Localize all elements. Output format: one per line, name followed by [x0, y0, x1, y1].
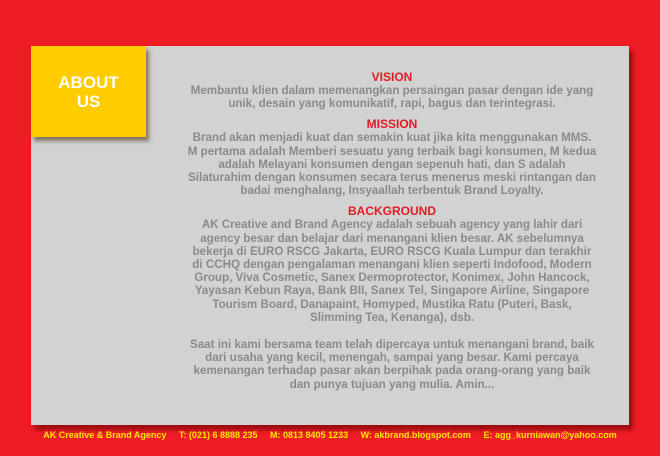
footer-website[interactable]: W: akbrand.blogspot.com [360, 430, 471, 440]
mission-heading: MISSION [366, 117, 418, 132]
background-text: AK Creative and Brand Agency adalah sebuah agency yang lahir dari agency besar dan belajar dari menangani klien besar. AK sebelumnya bekerja di EURO RSCG Jakarta, EURO RSCG Kuala Lumpur dan terakhir di CCHQ dengan pengalaman menangani klien seperti Indofood, Modern Group, Viva Cosmetic, Sanex Dermoprotector, Konimex, John Hancock, Yayasan Kebun Raya, Bank BII, Sanex Tel, Singapore Airline, Singapore Tourism Board, Danapaint, Homyped, Mustika Ratu (Puteri, Bask, Slimming Tea, Kenanga), dsb. [192, 218, 592, 324]
about-us-title: ABOUT US [58, 72, 119, 111]
footer-phone: T: (021) 6 8888 235 [178, 430, 258, 440]
closing-text: Saat ini kami bersama team telah dipercaya untuk menangani brand, baik dari usaha yang kecil, menengah, sampai yang besar. Kami percaya kemenangan terhadap pasar akan berpihak pada orang-orang yang baik dan punya tujuan yang mulia. Amin... [190, 338, 594, 391]
background-heading: BACKGROUND [348, 204, 436, 219]
about-us-badge [31, 46, 146, 137]
contact-footer [0, 430, 660, 441]
footer-company: AK Creative & Brand Agency [43, 430, 167, 440]
footer-email[interactable]: E: agg_kurniawan@yahoo.com [483, 430, 617, 440]
footer-mobile: M: 0813 8405 1233 [270, 430, 349, 440]
vision-text: Membantu klien dalam memenangkan persaingan pasar dengan ide yang unik, desain yang komunikatif, rapi, bagus dan terintegrasi. [190, 84, 594, 111]
mission-text: Brand akan menjadi kuat dan semakin kuat jika kita menggunakan MMS. M pertama adalah Memberi sesuatu yang terbaik bagi konsumen, M kedua adalah Melayani konsumen dengan sepenuh hati, dan S adalah Silaturahim dengan konsumen secara terus menerus meski rintangan dan badai menghalang, Insyaallah terbentuk Brand Loyalty. [187, 131, 597, 198]
about-content [173, 70, 611, 391]
vision-heading: VISION [371, 70, 413, 84]
